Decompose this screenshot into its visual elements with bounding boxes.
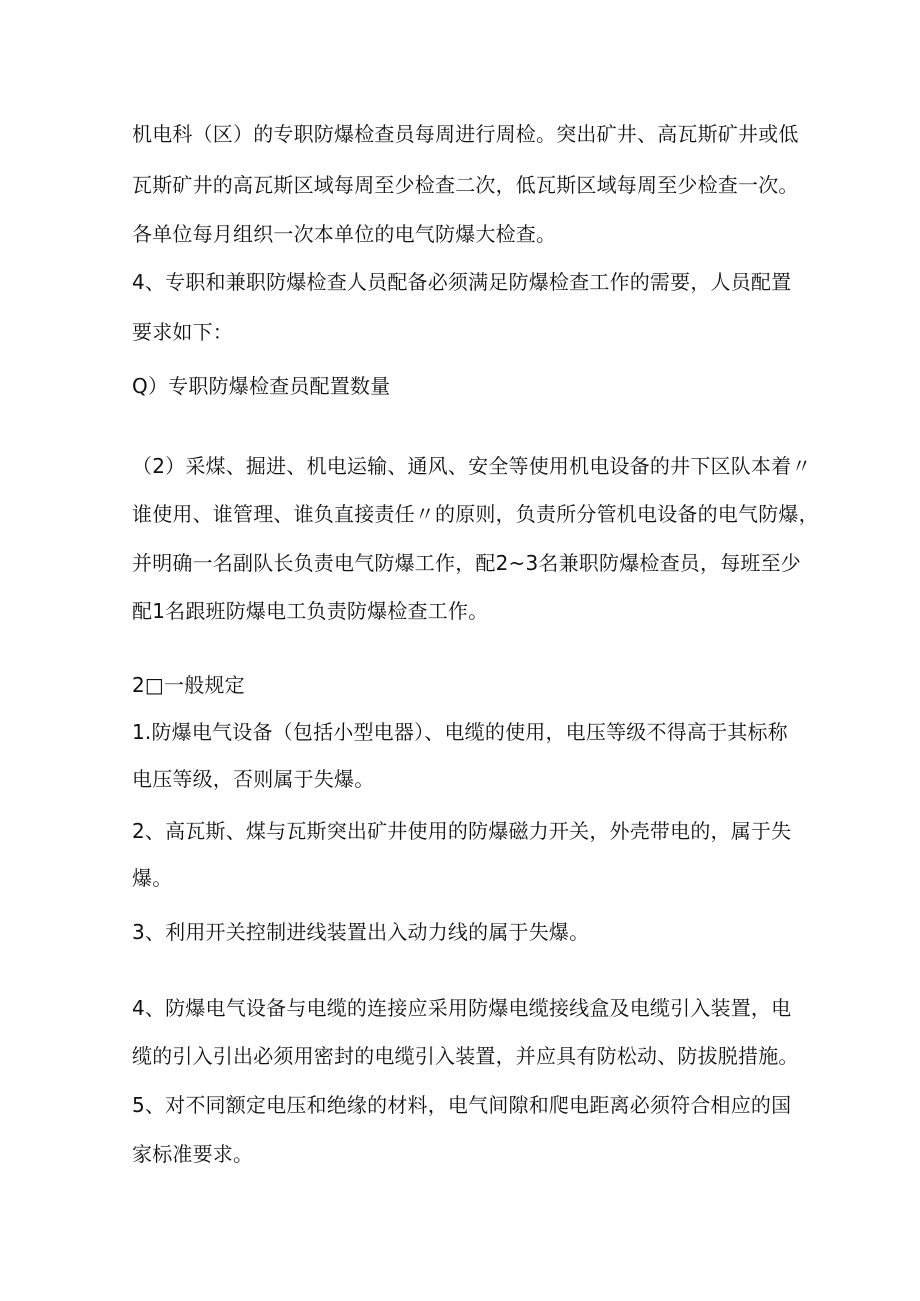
- paragraph-line: 瓦斯矿井的高瓦斯区域每周至少检查二次，低瓦斯区域每周至少检查一次。: [132, 173, 799, 197]
- paragraph-line: （2）采煤、掘进、机电运输、通风、安全等使用机电设备的井下区队本着〃: [132, 454, 812, 478]
- paragraph-line: 2、高瓦斯、煤与瓦斯突出矿井使用的防爆磁力开关，外壳带电的，属于失: [132, 819, 792, 843]
- paragraph-line: 4、防爆电气设备与电缆的连接应采用防爆电缆接线盒及电缆引入装置，电: [132, 996, 792, 1020]
- paragraph-line: 要求如下：: [132, 320, 233, 344]
- section-heading: 2□一般规定: [132, 673, 245, 697]
- paragraph-line: 爆。: [132, 866, 173, 890]
- paragraph-line: 4、专职和兼职防爆检查人员配备必须满足防爆检查工作的需要，人员配置: [132, 270, 792, 294]
- paragraph-line: 5、对不同额定电压和绝缘的材料，电气间隙和爬电距离必须符合相应的国: [132, 1093, 792, 1117]
- paragraph-line: 1.防爆电气设备（包括小型电器）、电缆的使用，电压等级不得高于其标称: [132, 720, 788, 744]
- paragraph-line: 各单位每月组织一次本单位的电气防爆大检查。: [132, 222, 557, 246]
- paragraph-line: 并明确一名副队长负责电气防爆工作，配2~3名兼职防爆检查员，每班至少: [132, 551, 802, 575]
- paragraph-line: 家标准要求。: [132, 1142, 254, 1166]
- paragraph-line: 配1名跟班防爆电工负责防爆检查工作。: [132, 599, 489, 623]
- section-heading: Q）专职防爆检查员配置数量: [132, 374, 391, 398]
- paragraph-line: 缆的引入引出必须用密封的电缆引入装置，并应具有防松动、防拔脱措施。: [132, 1044, 799, 1068]
- paragraph-line: 3、利用开关控制进线装置出入动力线的属于失爆。: [132, 920, 590, 944]
- paragraph-line: 机电科（区）的专职防爆检查员每周进行周检。突出矿井、高瓦斯矿井或低: [132, 122, 799, 146]
- paragraph-line: 电压等级，否则属于失爆。: [132, 767, 375, 791]
- paragraph-line: 谁使用、谁管理、谁负直接责任〃的原则，负责所分管机电设备的电气防爆，: [132, 502, 819, 526]
